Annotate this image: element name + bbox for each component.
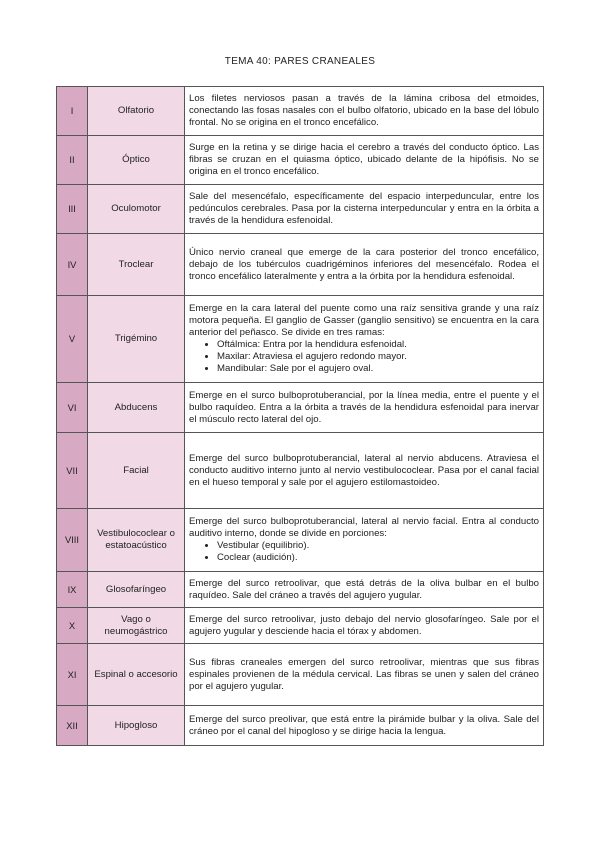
nerve-description xyxy=(185,509,544,572)
nerve-name: Espinal o accesorio xyxy=(88,644,185,706)
nerve-name: Oculomotor xyxy=(88,185,185,234)
nerve-number: I xyxy=(57,87,88,136)
nerve-number: V xyxy=(57,296,88,383)
nerve-description: Emerge del surco preolivar, que está entre la pirámide bulbar y la oliva. Sale del cráneo por el canal del hipogloso y se dirige hacia la lengua. xyxy=(185,706,544,746)
nerve-name: Abducens xyxy=(88,383,185,433)
nerve-name: Trigémino xyxy=(88,296,185,383)
table-row xyxy=(57,433,544,509)
nerve-name: Glosofaríngeo xyxy=(88,572,185,608)
nerve-description: Sale del mesencéfalo, específicamente del espacio interpeduncular, entre los pedúnculos cerebrales. Pasa por la cisterna interpeduncular y entra en la órbita a través de la hendidura esfenoidal. xyxy=(185,185,544,234)
nerve-description: Emerge en el surco bulboprotuberancial, por la línea media, entre el puente y el bulbo raquídeo. Entra a la órbita a través de la hendidura esfenoidal para inervar el músculo recto lateral del ojo. xyxy=(185,383,544,433)
nerve-number: IV xyxy=(57,234,88,296)
table-row xyxy=(57,185,544,234)
table-row xyxy=(57,509,544,572)
nerve-number: III xyxy=(57,185,88,234)
nerve-name: Facial xyxy=(88,433,185,509)
nerve-number: XII xyxy=(57,706,88,746)
nerve-name: Óptico xyxy=(88,136,185,185)
portion-list xyxy=(189,540,539,564)
table-row xyxy=(57,644,544,706)
nerve-number: VII xyxy=(57,433,88,509)
table-row xyxy=(57,383,544,433)
branch-list xyxy=(189,339,539,375)
nerve-description: Emerge del surco retroolivar, que está detrás de la oliva bulbar en el bulbo raquídeo. Sale del cráneo a través del agujero yugular. xyxy=(185,572,544,608)
nerve-description: Único nervio craneal que emerge de la cara posterior del tronco encefálico, debajo de los tubérculos cuadrigéminos inferiores del mesencéfalo. Rodea el tronco encefálico lateralmente y entra a la órbita por la hendidura esfenoidal. xyxy=(185,234,544,296)
table-row xyxy=(57,296,544,383)
cranial-nerves-table xyxy=(56,86,544,746)
table-row xyxy=(57,608,544,644)
nerve-description: Emerge del surco retroolivar, justo debajo del nervio glosofaríngeo. Sale por el agujero yugular y desciende hacia el tórax y abdomen. xyxy=(185,608,544,644)
nerve-name: Troclear xyxy=(88,234,185,296)
nerve-name: Olfatorio xyxy=(88,87,185,136)
nerve-description: Surge en la retina y se dirige hacia el cerebro a través del conducto óptico. Las fibras se cruzan en el quiasma óptico, ubicado delante de la hipófisis. No se origina en el tronco encefálico. xyxy=(185,136,544,185)
nerve-number: X xyxy=(57,608,88,644)
nerve-number: II xyxy=(57,136,88,185)
table-row xyxy=(57,87,544,136)
nerve-name: Vago o neumogástrico xyxy=(88,608,185,644)
page-title: TEMA 40: PARES CRANEALES xyxy=(224,56,376,67)
list-item: • Vestibular (equilibrio). xyxy=(217,540,539,552)
nerve-name: Vestibulococlear o estatoacústico xyxy=(88,509,185,572)
nerve-description xyxy=(185,296,544,383)
list-item: • Oftálmica: Entra por la hendidura esfenoidal. xyxy=(217,339,539,351)
nerve-number: XI xyxy=(57,644,88,706)
nerve-number: VI xyxy=(57,383,88,433)
table-row xyxy=(57,706,544,746)
nerve-description: Los filetes nerviosos pasan a través de la lámina cribosa del etmoides, conectando las fosas nasales con el bulbo olfatorio, ubicado en la base del lóbulo frontal. No se origina en el tronco encefálico. xyxy=(185,87,544,136)
nerve-description-text: Emerge del surco bulboprotuberancial, lateral al nervio facial. Entra al conducto auditivo interno, donde se divide en porciones: xyxy=(189,516,539,539)
table-row xyxy=(57,136,544,185)
list-item: • Coclear (audición). xyxy=(217,552,539,564)
nerve-name: Hipogloso xyxy=(88,706,185,746)
list-item: • Mandibular: Sale por el agujero oval. xyxy=(217,363,539,375)
nerve-description: Sus fibras craneales emergen del surco retroolivar, mientras que sus fibras espinales provienen de la médula cervical. Las fibras se unen y salen del cráneo por el agujero yugular. xyxy=(185,644,544,706)
nerve-number: IX xyxy=(57,572,88,608)
table-row xyxy=(57,572,544,608)
nerve-description: Emerge del surco bulboprotuberancial, lateral al nervio abducens. Atraviesa el conducto auditivo interno junto al nervio vestibulococlear. Pasa por el canal facial en el hueso temporal y sale por el agujero estilomastoideo. xyxy=(185,433,544,509)
list-item: • Maxilar: Atraviesa el agujero redondo mayor. xyxy=(217,351,539,363)
table-row xyxy=(57,234,544,296)
nerve-number: VIII xyxy=(57,509,88,572)
nerve-description-text: Emerge en la cara lateral del puente como una raíz sensitiva grande y una raíz motora pequeña. El ganglio de Gasser (ganglio sensitivo) se encuentra en la cara anterior del peñasco. Se divide en tres ramas: xyxy=(189,303,539,338)
